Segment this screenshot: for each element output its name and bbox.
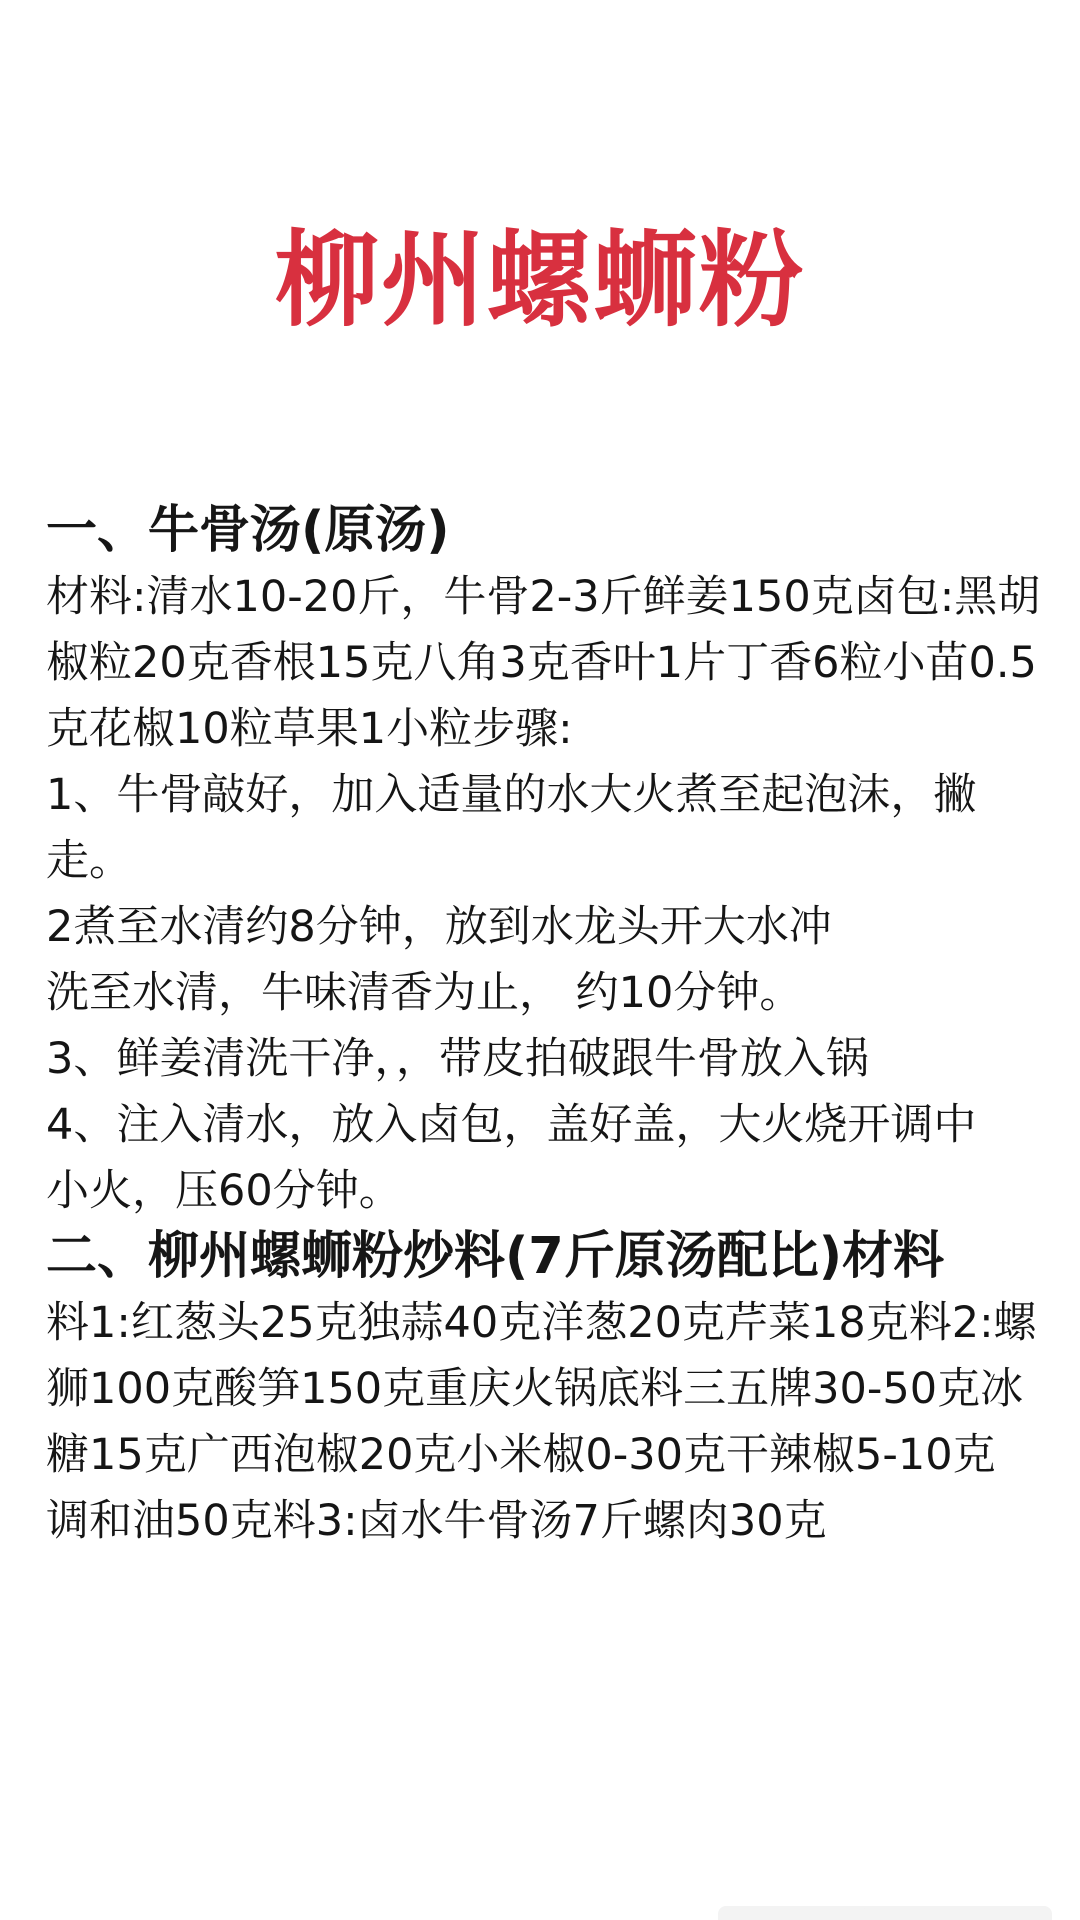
text-line: 小火，压60分钟。 — [46, 1166, 402, 1216]
section-heading: 二、柳州螺蛳粉炒料(7斤原汤配比)材料 — [46, 1227, 945, 1286]
text-line: 料1:红葱头25克独蒜40克洋葱20克芹菜18克料2:螺 — [46, 1298, 1037, 1348]
text-line: 糖15克广西泡椒20克小米椒0-30克干辣椒5-10克 — [46, 1430, 996, 1480]
text-line: 克花椒10粒草果1小粒步骤: — [46, 704, 573, 754]
text-line: 4、注入清水，放入卤包，盖好盖，大火烧开调中 — [46, 1100, 977, 1150]
text-line: 材料:清水10-20斤，牛骨2-3斤鲜姜150克卤包:黑胡 — [46, 572, 1041, 622]
section-beef-bone-broth — [46, 498, 1046, 1224]
recipe-content — [46, 498, 1046, 1554]
section-heading: 一、牛骨汤(原汤) — [46, 501, 450, 560]
text-line: 2煮至水清约8分钟，放到水龙头开大水冲 — [46, 902, 832, 952]
page-title: 柳州螺蛳粉 — [274, 219, 805, 341]
text-line: 走。 — [46, 836, 132, 886]
text-line: 1、牛骨敲好，加入适量的水大火煮至起泡沫，撇 — [46, 770, 977, 820]
text-line: 洗至水清，牛味清香为止， 约10分钟。 — [46, 968, 803, 1018]
text-line: 狮100克酸笋150克重庆火锅底料三五牌30-50克冰 — [46, 1364, 1024, 1414]
text-line: 调和油50克料3:卤水牛骨汤7斤螺肉30克 — [46, 1496, 827, 1546]
bottom-edge-decoration — [862, 1906, 1052, 1920]
text-line: 椒粒20克香根15克八角3克香叶1片丁香6粒小苗0.5 — [46, 638, 1037, 688]
section-stir-fry-ingredients — [46, 1224, 1046, 1554]
text-line: 3、鲜姜清洗干净，，带皮拍破跟牛骨放入锅 — [46, 1034, 869, 1084]
